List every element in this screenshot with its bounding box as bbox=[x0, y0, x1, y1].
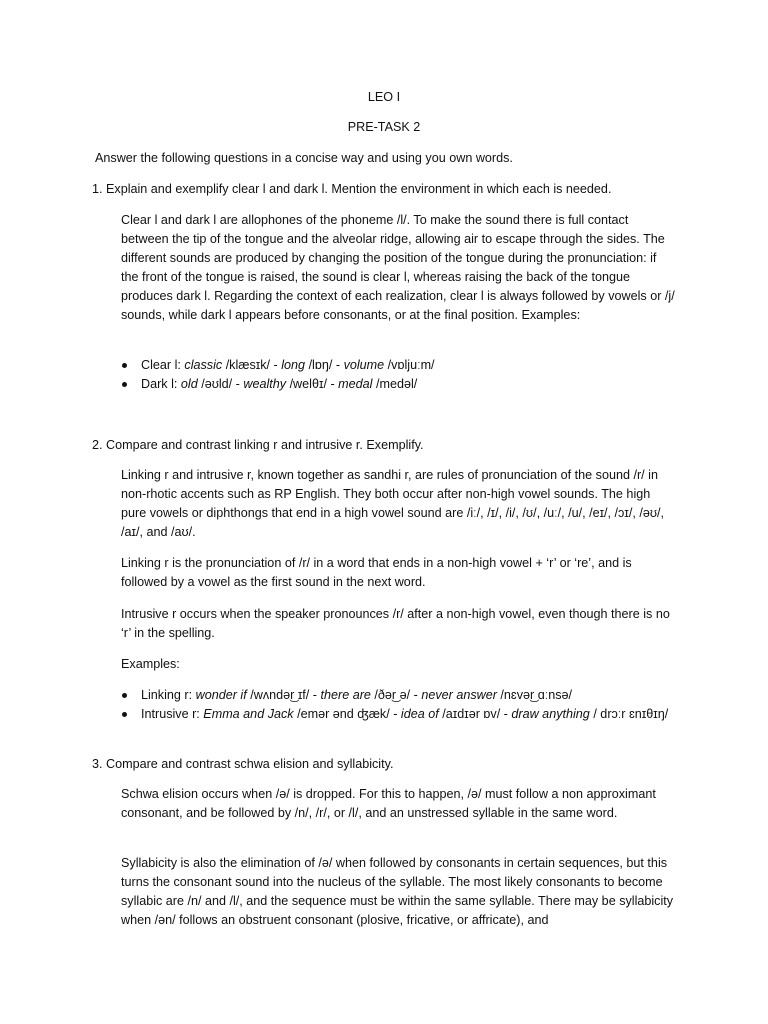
example-transcription: /klæsɪk/ - bbox=[225, 358, 278, 372]
example-label: Linking r: bbox=[141, 688, 193, 702]
example-word: never answer bbox=[421, 688, 497, 702]
question-1-examples bbox=[121, 356, 677, 394]
example-transcription: /vɒljuːm/ bbox=[387, 358, 435, 372]
list-item bbox=[121, 356, 677, 375]
examples-heading: Examples: bbox=[121, 657, 180, 671]
question-3-title: 3. Compare and contrast schwa elision and syllabicity. bbox=[92, 757, 394, 771]
example-word: volume bbox=[343, 358, 385, 372]
example-word: medal bbox=[338, 377, 373, 391]
example-transcription: /nɛvər͜ ɑːnsə/ bbox=[500, 688, 572, 702]
list-item bbox=[121, 375, 677, 394]
question-3-paragraph: Syllabicity is also the elimination of /ə/ when followed by consonants in certain sequences, but this turns the consonant sound into the nucleus of the syllable. The most likely consonants to become syllabic are /n/ and /l/, and the sequence must be within the same syllable. There may be syllabicity when /ən/ follows an obstruent consonant (plosive, fricative, or affricate), and bbox=[121, 856, 674, 927]
example-word: draw anything bbox=[511, 707, 590, 721]
question-2-title: 2. Compare and contrast linking r and intrusive r. Exemplify. bbox=[92, 438, 424, 452]
example-label: Clear l: bbox=[141, 358, 181, 372]
example-transcription: /welθɪ/ - bbox=[289, 377, 335, 391]
question-2-examples bbox=[121, 686, 677, 724]
example-label: Intrusive r: bbox=[141, 707, 200, 721]
example-word: idea of bbox=[400, 707, 439, 721]
example-transcription: /əʊld/ - bbox=[201, 377, 240, 391]
example-label: Dark l: bbox=[141, 377, 178, 391]
example-transcription: /ðər͜ ə/ - bbox=[374, 688, 418, 702]
document-subtitle: PRE-TASK 2 bbox=[347, 120, 421, 134]
example-word: wealthy bbox=[243, 377, 287, 391]
example-transcription: /aɪdɪər ɒv/ - bbox=[442, 707, 508, 721]
example-transcription: /lɒŋ/ - bbox=[308, 358, 341, 372]
example-transcription: /medəl/ bbox=[375, 377, 418, 391]
instructions: Answer the following questions in a concise way and using you own words. bbox=[95, 151, 513, 165]
example-word: classic bbox=[184, 358, 223, 372]
example-word: wonder if bbox=[195, 688, 247, 702]
question-1-answer: Clear l and dark l are allophones of the phoneme /l/. To make the sound there is full contact between the tip of the tongue and the alveolar ridge, allowing air to escape through the sides. The different sounds are produced by changing the position of the tongue during the pronunciation: if the front of the tongue is raised, the sound is clear l, whereas raising the back of the tongue produces dark l. Regarding the context of each realization, clear l is always followed by vowels or /j/ sounds, while dark l appears before consonants, or at the final position. Examples: bbox=[121, 213, 675, 322]
example-word: long bbox=[281, 358, 306, 372]
example-word: Emma and Jack bbox=[203, 707, 294, 721]
question-1-title: 1. Explain and exemplify clear l and dark l. Mention the environment in which each is needed. bbox=[92, 182, 612, 196]
list-item bbox=[121, 705, 677, 724]
list-item bbox=[121, 686, 677, 705]
question-2-paragraph: Linking r is the pronunciation of /r/ in a word that ends in a non-high vowel + ‘r’ or ‘re’, and is followed by a vowel as the first sound in the next word. bbox=[121, 556, 632, 589]
example-transcription: /wʌndər͜ ɪf/ - bbox=[250, 688, 317, 702]
question-2-paragraph: Intrusive r occurs when the speaker pronounces /r/ after a non-high vowel, even though there is no ‘r’ in the spelling. bbox=[121, 607, 670, 640]
question-3-paragraph: Schwa elision occurs when /ə/ is dropped. For this to happen, /ə/ must follow a non approximant consonant, and be followed by /n/, /r/, or /l/, and an unstressed syllable in the same word. bbox=[121, 787, 656, 820]
example-transcription: /emər ənd ʤæk/ - bbox=[297, 707, 398, 721]
example-word: there are bbox=[320, 688, 371, 702]
example-word: old bbox=[180, 377, 198, 391]
question-2-paragraph: Linking r and intrusive r, known together as sandhi r, are rules of pronunciation of the sound /r/ in non-rhotic accents such as RP English. They both occur after non-high vowel sounds. The high pure vowels or diphthongs that end in a high vowel sound are /iː/, /ɪ/, /i/, /ʊ/, /uː/, /u/, /eɪ/, /ɔɪ/, /əʊ/, /aɪ/, and /aʊ/. bbox=[121, 468, 664, 539]
example-transcription: / drɔːr ɛnɪθɪŋ/ bbox=[593, 707, 669, 721]
document-title: LEO I bbox=[367, 90, 401, 104]
